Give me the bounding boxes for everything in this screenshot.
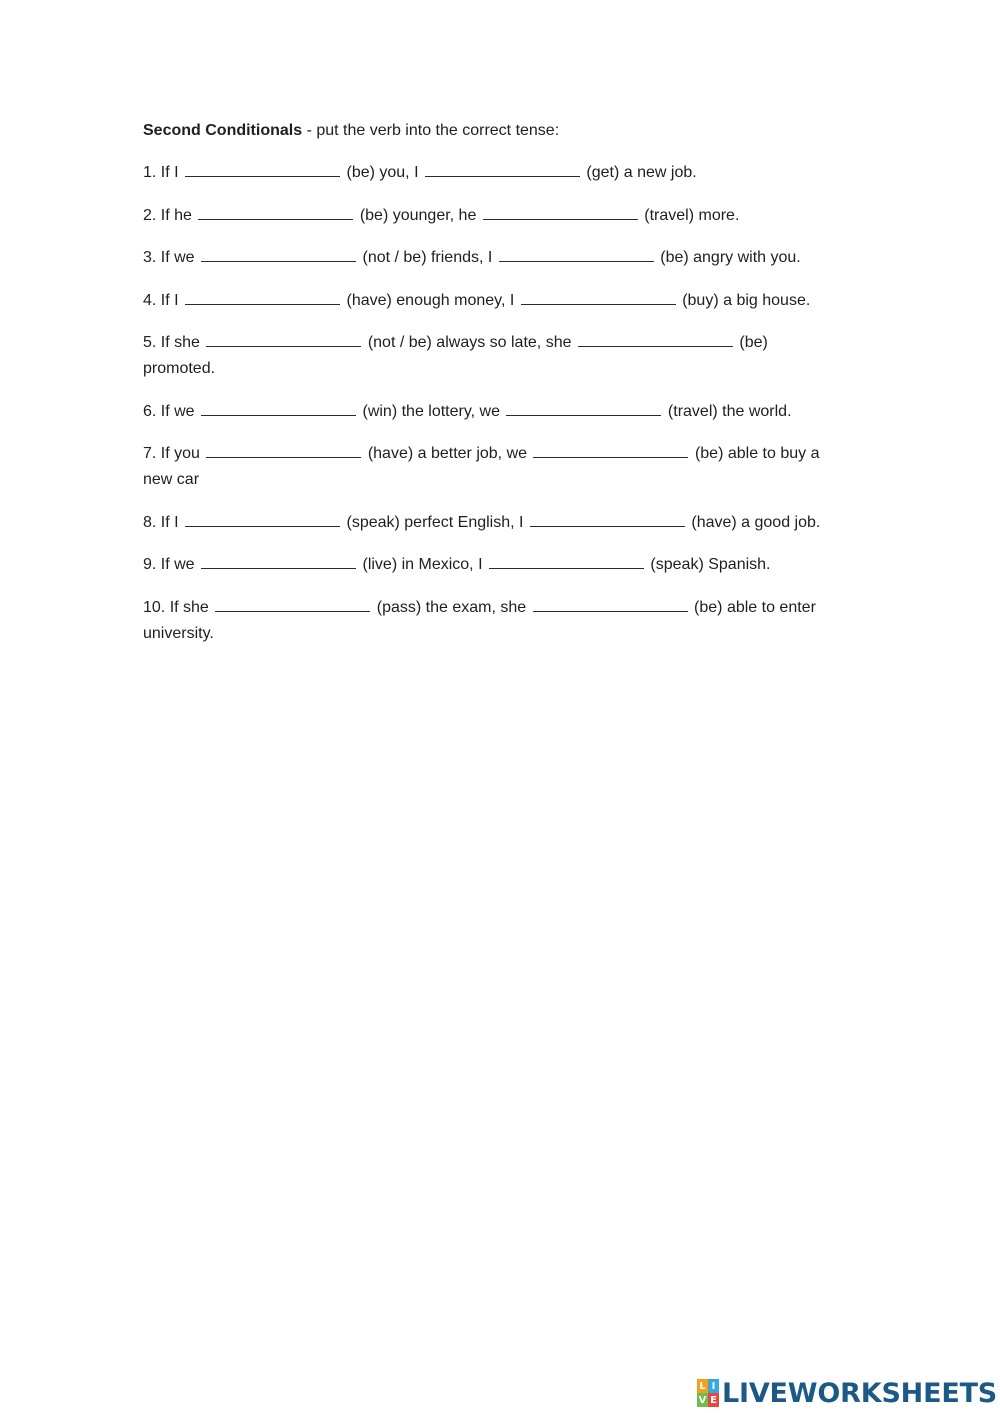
item-9-end: (speak) Spanish. [650,556,771,573]
item-10-start: 10. If she [143,598,209,616]
answer-blank-5a[interactable] [206,331,361,347]
item-2-start: 2. If he [143,206,192,224]
item-2-end: (travel) more. [644,206,740,224]
item-6-middle: (win) the lottery, we [362,402,501,420]
exercise-item-10 [143,595,843,647]
item-5-middle: (not / be) always so late, she [367,334,572,351]
item-8-middle: (speak) perfect English, I [346,513,524,531]
item-7-start: 7. If you [143,445,200,462]
item-2-middle: (be) younger, he [359,206,477,224]
item-5-start: 5. If she [143,334,200,351]
item-9-middle: (live) in Mexico, I [362,556,483,573]
brand-wordmark: LIVEWORKSHEETS [722,1377,998,1409]
answer-blank-10a[interactable] [215,596,370,612]
item-5-end: (be) promoted. [143,334,768,377]
answer-blank-4a[interactable] [185,289,340,305]
item-6-start: 6. If we [143,402,195,420]
item-10-end: (be) able to enter university. [143,598,816,642]
exercise-item-3 [143,245,843,271]
item-8-start: 8. If I [143,513,179,531]
item-3-end: (be) angry with you. [660,249,801,266]
item-1-start: 1. If I [143,164,179,181]
item-7-middle: (have) a better job, we [367,445,528,462]
liveworksheets-logo-icon [697,1379,719,1407]
item-3-middle: (not / be) friends, I [362,249,493,266]
answer-blank-2a[interactable] [198,204,353,220]
item-7-end: (be) able to buy a new car [143,445,820,488]
answer-blank-7a[interactable] [206,442,361,458]
logo-letter: V [698,1394,707,1406]
exercise-item-2 [143,203,843,229]
answer-blank-8b[interactable] [530,511,685,527]
answer-blank-3a[interactable] [201,246,356,262]
answer-blank-4b[interactable] [521,289,676,305]
worksheet [143,118,843,663]
logo-letter: E [708,1393,719,1407]
answer-blank-7b[interactable] [533,442,688,458]
liveworksheets-brand [697,1376,997,1410]
answer-blank-5b[interactable] [578,331,733,347]
answer-blank-9a[interactable] [201,553,356,569]
item-3-start: 3. If we [143,249,195,266]
exercise-item-6 [143,399,843,425]
exercise-item-7 [143,441,843,493]
answer-blank-3b[interactable] [499,246,654,262]
exercise-item-4 [143,288,843,314]
item-1-middle: (be) you, I [346,164,419,181]
logo-letter: L [697,1379,708,1393]
answer-blank-9b[interactable] [489,553,644,569]
item-1-end: (get) a new job. [586,164,697,181]
item-10-middle: (pass) the exam, she [376,598,527,616]
exercise-item-5 [143,330,843,382]
answer-blank-1a[interactable] [185,161,340,177]
answer-blank-2b[interactable] [483,204,638,220]
answer-blank-6b[interactable] [506,400,661,416]
answer-blank-6a[interactable] [201,400,356,416]
item-4-middle: (have) enough money, I [346,291,515,309]
worksheet-instruction-text: - put the verb into the correct tense: [302,122,560,139]
answer-blank-10b[interactable] [533,596,688,612]
answer-blank-8a[interactable] [185,511,340,527]
exercise-item-1 [143,160,843,186]
item-9-start: 9. If we [143,556,195,573]
logo-letter: I [708,1379,719,1393]
item-4-end: (buy) a big house. [682,291,811,309]
item-8-end: (have) a good job. [691,513,821,531]
exercise-item-9 [143,552,843,578]
item-6-end: (travel) the world. [667,402,792,420]
worksheet-title: Second Conditionals [143,122,303,139]
answer-blank-1b[interactable] [425,161,580,177]
exercise-item-8 [143,510,843,536]
worksheet-instructions [143,118,843,144]
item-4-start: 4. If I [143,291,179,309]
